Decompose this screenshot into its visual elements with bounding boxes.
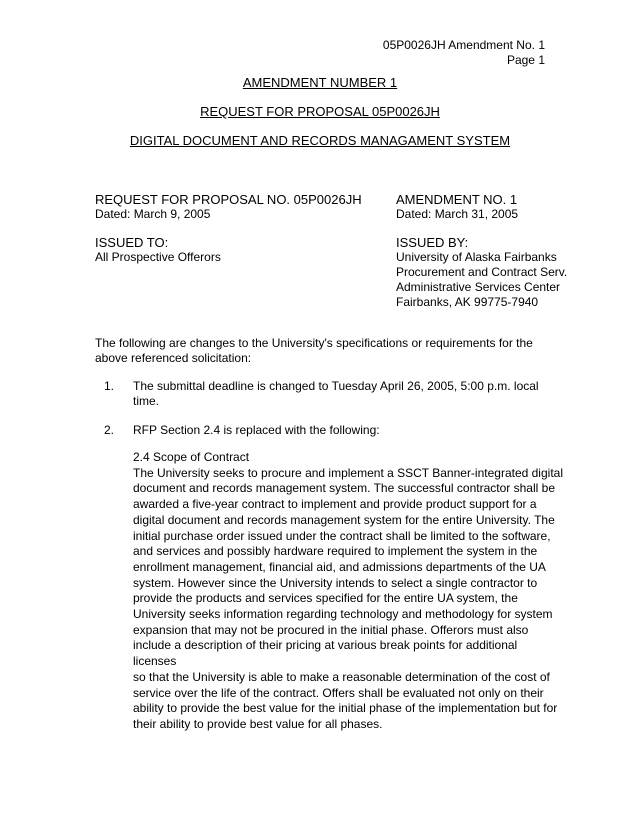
section-heading: 2.4 Scope of Contract xyxy=(133,450,250,464)
intro-line: The following are changes to the University's specifications or requirements for the xyxy=(95,336,533,350)
item-number: 2. xyxy=(104,423,115,437)
page-number: Page 1 xyxy=(506,53,545,67)
section-line: system. However since the University intends to select a single contractor to xyxy=(133,575,538,590)
section-block xyxy=(133,450,563,733)
rfp-title: REQUEST FOR PROPOSAL 05P0026JH xyxy=(200,104,440,119)
section-line: so that the University is able to make a reasonable determination of the cost of xyxy=(133,669,550,684)
issued-by-label: ISSUED BY: xyxy=(396,235,469,250)
section-line: expansion that may not be procured in the initial phase. Offerors must also xyxy=(133,622,529,637)
amendment-number: AMENDMENT NO. 1 xyxy=(396,192,518,207)
issued-by-line: Procurement and Contract Serv. xyxy=(396,265,568,279)
rfp-number: REQUEST FOR PROPOSAL NO. 05P0026JH xyxy=(95,192,362,207)
issued-to-value: All Prospective Offerors xyxy=(95,250,221,264)
section-line: and services and possibly hardware required to implement the system in the xyxy=(133,544,538,559)
section-line: enrollment management, financial aid, and admissions departments of the UA xyxy=(133,559,546,574)
section-line: University seeks information regarding technology and methodology for system xyxy=(133,607,553,622)
section-line: include a description of their pricing at various break points for additional licenses xyxy=(133,638,518,669)
section-line: provide the products and services specified for the entire UA system, the xyxy=(133,591,518,606)
section-line: document and records management system. The successful contractor shall be xyxy=(133,481,555,496)
amendment-dated: Dated: March 31, 2005 xyxy=(396,207,519,221)
item-line: time. xyxy=(133,394,160,408)
item-line: RFP Section 2.4 is replaced with the following: xyxy=(133,423,380,437)
section-line: The University seeks to procure and implement a SSCT Banner-integrated digital xyxy=(133,465,563,480)
issued-by-line: University of Alaska Fairbanks xyxy=(396,250,557,264)
section-line: their ability to provide best value for all phases. xyxy=(133,716,383,731)
issued-to-label: ISSUED TO: xyxy=(95,235,169,250)
amendment-title: AMENDMENT NUMBER 1 xyxy=(242,75,398,90)
document-reference: 05P0026JH Amendment No. 1 xyxy=(382,38,545,52)
system-title: DIGITAL DOCUMENT AND RECORDS MANAGAMENT SYSTEM xyxy=(129,133,511,148)
rfp-dated: Dated: March 9, 2005 xyxy=(95,207,211,221)
intro-line: above referenced solicitation: xyxy=(95,351,252,365)
section-line: service over the life of the contract. Offers shall be evaluated not only on their xyxy=(133,685,544,700)
item-line: The submittal deadline is changed to Tuesday April 26, 2005, 5:00 p.m. local xyxy=(133,379,539,393)
section-line: digital document and records management system for the entire University. The xyxy=(133,512,555,527)
section-line: initial purchase order issued under the contract shall be limited to the software, xyxy=(133,528,551,543)
section-line: awarded a five-year contract to implement and provide product support for a xyxy=(133,497,537,512)
section-line: ability to provide the best value for the initial phase of the implementation but for xyxy=(133,701,558,716)
issued-by-line: Administrative Services Center xyxy=(396,280,561,294)
issued-by-line: Fairbanks, AK 99775-7940 xyxy=(396,295,539,309)
item-number: 1. xyxy=(104,379,115,393)
